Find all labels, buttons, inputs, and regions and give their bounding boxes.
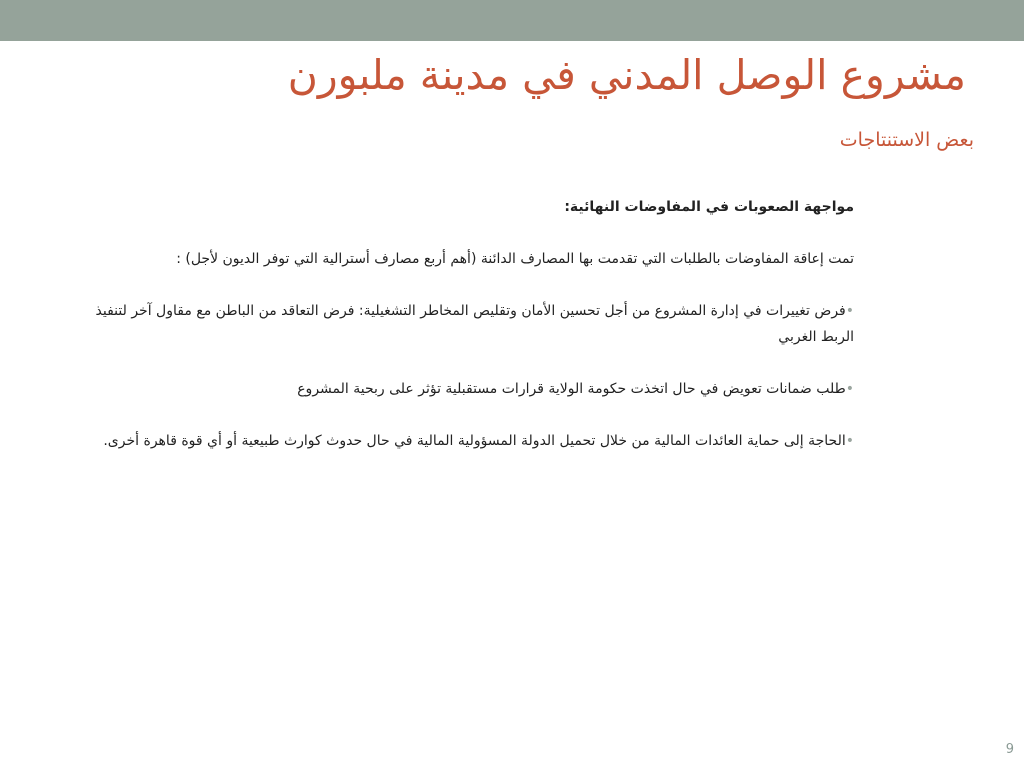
bullet-item xyxy=(70,428,854,454)
bullet-text: فرض تغييرات في إدارة المشروع من أجل تحسين الأمان وتقليص المخاطر التشغيلية: فرض التعاقد من الباطن مع مقاول آخر لتنفيذ الربط الغربي xyxy=(95,303,854,345)
bullet-marker: • xyxy=(845,381,854,397)
top-banner xyxy=(0,0,1024,41)
slide-title: مشروع الوصل المدني في مدينة ملبورن xyxy=(287,51,966,99)
bullet-marker: • xyxy=(845,303,854,319)
bullet-text: الحاجة إلى حماية العائدات المالية من خلال تحميل الدولة المسؤولية المالية في حال حدوث كوارث طبيعية أو أي قوة قاهرة أخرى. xyxy=(103,433,846,449)
bullet-item xyxy=(70,298,854,350)
slide-subtitle: بعض الاستنتاجات xyxy=(839,129,974,151)
slide-body xyxy=(70,194,854,480)
section-heading: مواجهة الصعوبات في المفاوضات النهائية: xyxy=(564,199,854,215)
bullet-marker: • xyxy=(845,433,854,449)
bullet-item xyxy=(70,376,854,402)
intro-paragraph: تمت إعاقة المفاوضات بالطلبات التي تقدمت بها المصارف الدائنة (أهم أربع مصارف أسترالية التي توفر الديون لأجل) : xyxy=(176,251,854,267)
page-number: 9 xyxy=(1005,742,1014,757)
bullet-text: طلب ضمانات تعويض في حال اتخذت حكومة الولاية قرارات مستقبلية تؤثر على ربحية المشروع xyxy=(297,381,846,397)
